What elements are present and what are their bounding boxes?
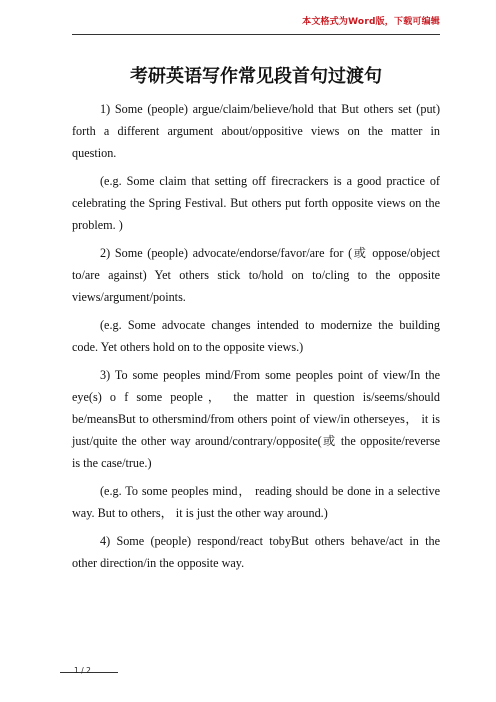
paragraph-3: 2) Some (people) advocate/endorse/favor/are for (或 oppose/object to/are against) Yet others stick to/hold on to/cling to the opposite views/argument/points. [72,246,440,304]
document-body [72,98,440,580]
paragraph-7: 4) Some (people) respond/react tobyBut others behave/act in the other direction/in the opposite way. [72,534,440,570]
header-divider [72,34,440,35]
paragraph-2: (e.g. Some claim that setting off firecrackers is a good practice of celebrating the Spring Festival. But others put forth opposite views on the problem. ) [72,174,440,232]
paragraph-5: 3) To some peoples mind/From some peoples point of view/In the eye(s) o f some people， the matter in question is/seems/should be/meansBut to othersmind/from others point of view/in otherseyes， it is just/quite the other way around/contrary/opposite(或 the opposite/reverse is the case/true.) [72,368,440,470]
document-title: 考研英语写作常见段首句过渡句 [130,66,382,87]
paragraph-6: (e.g. To some peoples mind， reading should be done in a selective way. But to others， it is just the other way around.) [72,484,440,520]
paragraph-4: (e.g. Some advocate changes intended to modernize the building code. Yet others hold on to the opposite views.) [72,318,440,354]
paragraph-1: 1) Some (people) argue/claim/believe/hold that But others set (put) forth a different argument about/oppositive views on the matter in question. [72,102,440,160]
header-note: 本文格式为Word版，下载可编辑 [302,17,440,27]
page-number: 1 / 2 [74,666,91,675]
